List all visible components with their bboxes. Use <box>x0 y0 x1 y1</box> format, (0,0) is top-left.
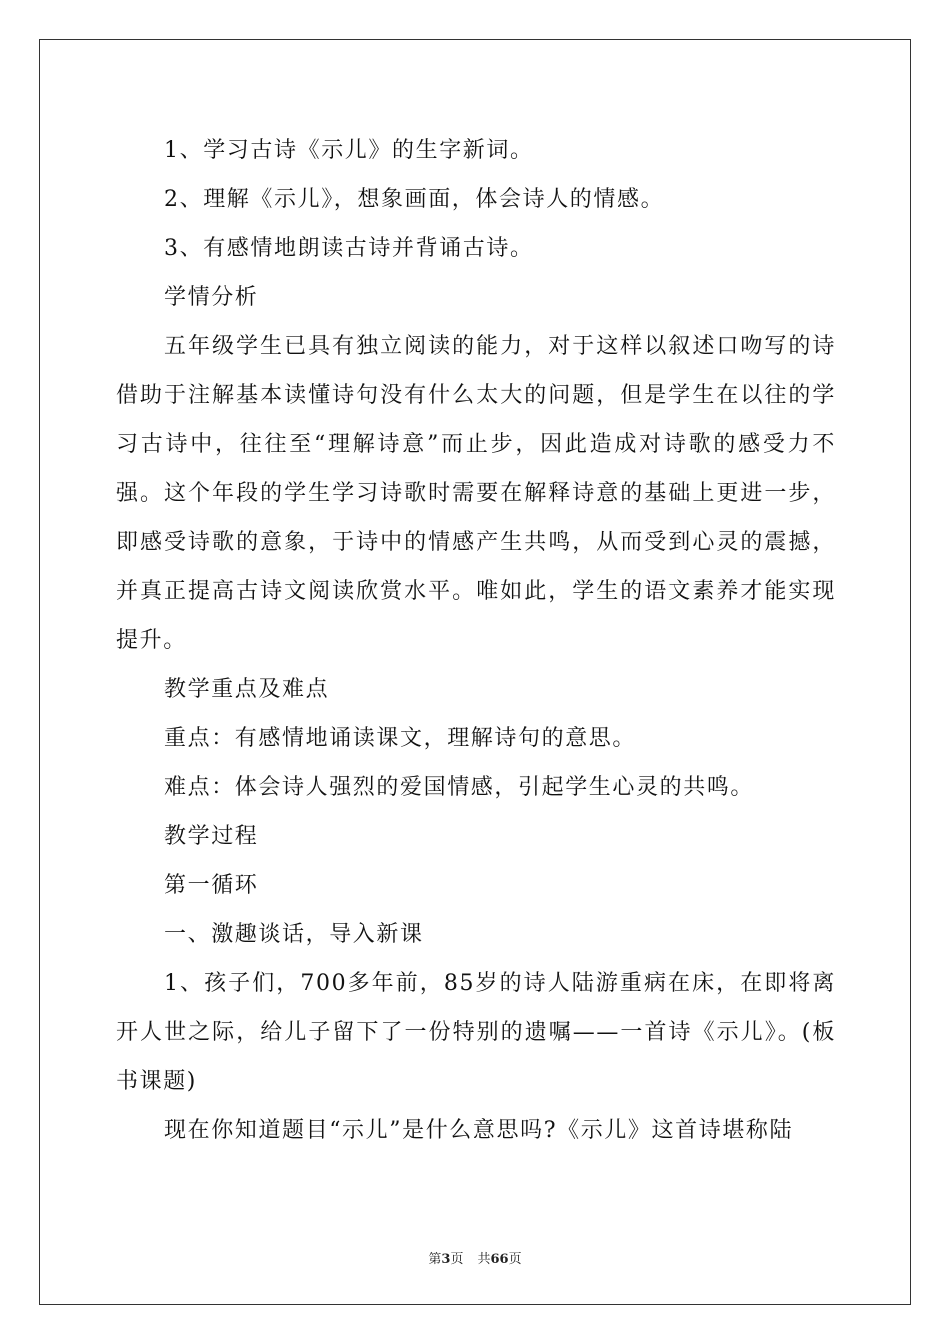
page-footer <box>0 1248 950 1267</box>
objective-1: 1、学习古诗《示儿》的生字新词。 <box>164 138 534 163</box>
page-prefix: 第 <box>428 1252 442 1267</box>
section-heading-process: 教学过程 <box>164 824 259 849</box>
question-paragraph: 现在你知道题目“示儿”是什么意思吗?《示儿》这首诗堪称陆 <box>164 1118 794 1143</box>
objective-2: 2、理解《示儿》，想象画面，体会诗人的情感。 <box>164 187 665 212</box>
document-body <box>116 126 836 1155</box>
key-point: 重点：有感情地诵读课文，理解诗句的意思。 <box>164 726 637 751</box>
section-heading-key-points: 教学重点及难点 <box>164 677 330 702</box>
page-unit: 页 <box>450 1252 464 1267</box>
section-heading-introduction: 一、激趣谈话，导入新课 <box>164 922 424 947</box>
section-heading-learning-analysis: 学情分析 <box>164 285 259 310</box>
introduction-paragraph: 1、孩子们，700多年前，85岁的诗人陆游重病在床，在即将离开人世之际，给儿子留下了一份特别的遗嘱——一首诗《示儿》。(板书课题) <box>116 971 836 1094</box>
section-heading-first-cycle: 第一循环 <box>164 873 259 898</box>
learning-analysis-paragraph: 五年级学生已具有独立阅读的能力，对于这样以叙述口吻写的诗借助于注解基本读懂诗句没有什么太大的问题，但是学生在以往的学习古诗中，往往至“理解诗意”而止步，因此造成对诗歌的感受力不强。这个年段的学生学习诗歌时需要在解释诗意的基础上更进一步，即感受诗歌的意象，于诗中的情感产生共鸣，从而受到心灵的震撼，并真正提高古诗文阅读欣赏水平。唯如此，学生的语文素养才能实现提升。 <box>116 334 836 653</box>
current-page-number: 3 <box>441 1252 451 1267</box>
total-page-count: 66 <box>490 1252 509 1267</box>
total-prefix: 共 <box>477 1252 491 1267</box>
total-unit: 页 <box>508 1252 522 1267</box>
objective-3: 3、有感情地朗读古诗并背诵古诗。 <box>164 236 534 261</box>
difficult-point: 难点：体会诗人强烈的爱国情感，引起学生心灵的共鸣。 <box>164 775 755 800</box>
